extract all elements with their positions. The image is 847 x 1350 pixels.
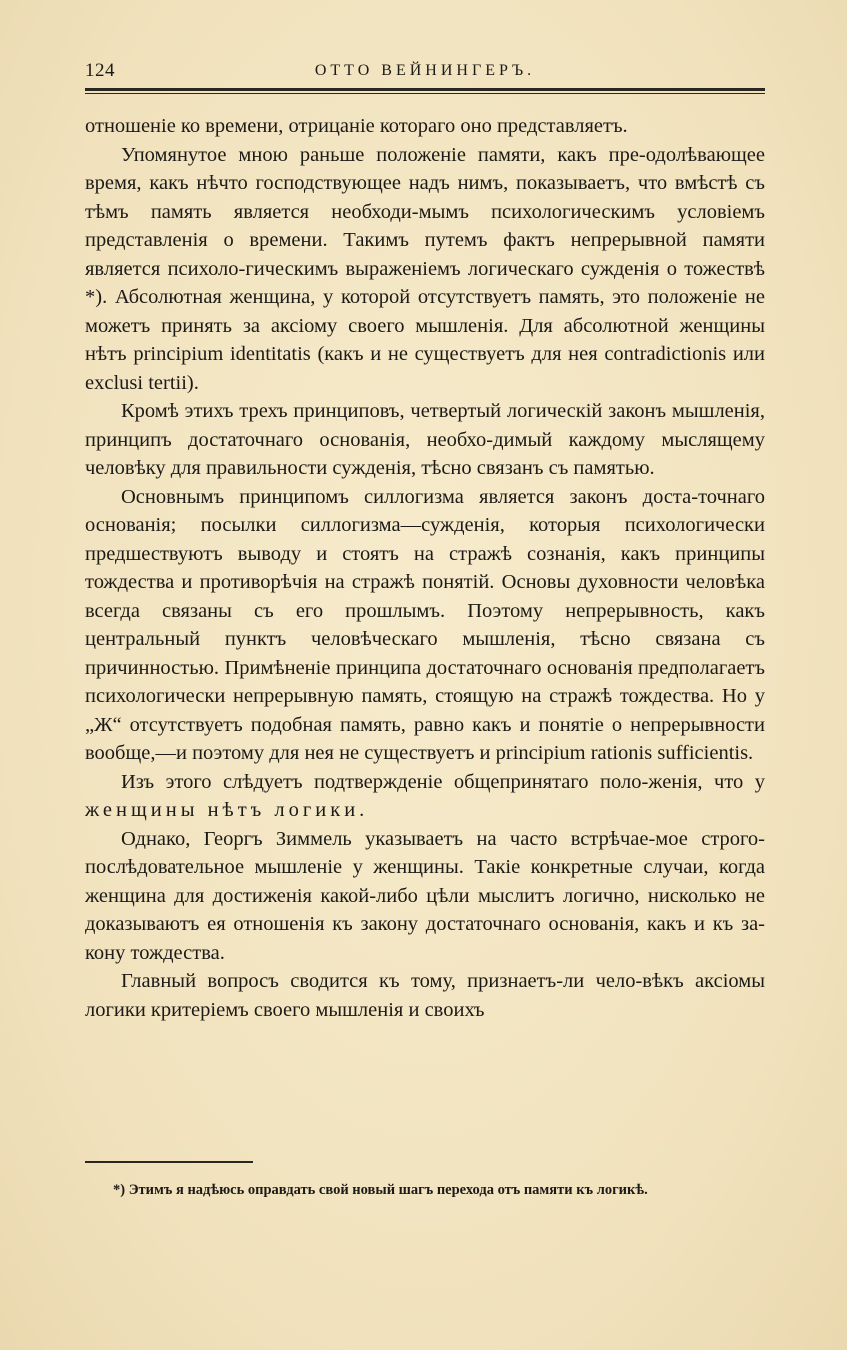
- paragraph-4: Основнымъ принципомъ силлогизма является законъ доста-точнаго основанія; посылки силлогизма—сужденія, которыя психологически предшествуютъ выводу и стоятъ на стражѣ сознанія, какъ принципы тождества и противорѣчія на стражѣ понятій. Основы духовности человѣка всегда связаны съ его прошлымъ. Поэтому непрерывность, какъ центральный пунктъ человѣческаго мышленія, тѣсно связана съ причинностью. Примѣненіе принципа достаточнаго основанія предполагаетъ психологически непрерывную память, стоящую на стражѣ тождества. Но у „Ж“ отсутствуетъ подобная память, равно какъ и понятіе о непрерывности вообще,—и поэтому для нея не существуетъ и principium rationis sufficientis.: [85, 485, 765, 764]
- paragraph-7: Главный вопросъ сводится къ тому, признаетъ-ли чело-вѣкъ аксіомы логики критеріемъ своего мышленія и своихъ: [85, 970, 765, 1021]
- header-rule-thick: [85, 88, 765, 91]
- paragraph-1: отношеніе ко времени, отрицаніе котораго оно представляетъ.: [85, 115, 628, 137]
- paragraph-6: Однако, Георгъ Зиммель указываетъ на часто встрѣчае-мое строго-послѣдовательное мышленіе у женщины. Такіе конкретные случаи, когда женщина для достиженія какой-либо цѣли мыслитъ логично, нисколько не доказываютъ ея отношенія къ закону достаточнаго основанія, какъ и къ за-кону тождества.: [85, 827, 765, 964]
- paragraph-5-end: .: [359, 799, 365, 821]
- paragraph-3: Кромѣ этихъ трехъ принциповъ, четвертый логическій законъ мышленія, принципъ достаточнаго основанія, необхо-димый каждому мыслящему человѣку для правильности сужденія, тѣсно связанъ съ памятью.: [85, 400, 765, 479]
- paragraph-5-start: Изъ этого слѣдуетъ подтвержденіе общепринятаго поло-женія, что у: [121, 770, 765, 793]
- page-number: 124: [85, 60, 115, 81]
- body-text: [85, 112, 765, 1024]
- paragraph-5-emphasis: женщины нѣтъ логики: [85, 799, 360, 821]
- header-rule-thin: [85, 93, 765, 94]
- paragraph-2: Упомянутое мною раньше положеніе памяти, какъ пре-одолѣвающее время, какъ нѣчто господствующее надъ нимъ, показываетъ, что вмѣстѣ съ тѣмъ память является необходи-мымъ психологическимъ условіемъ представленія о времени. Такимъ путемъ фактъ непрерывной памяти является психоло-гическимъ выраженіемъ логическаго сужденія о тожествѣ *). Абсолютная женщина, у которой отсутствуетъ память, это положеніе не можетъ принять за аксіому своего мышленія. Для абсолютной женщины нѣтъ principium identitatis (какъ и не существуетъ для нея contradictionis или exclusi tertii).: [85, 143, 765, 394]
- footnote-rule: [85, 1161, 253, 1163]
- page-header: [85, 58, 765, 88]
- paragraph-5: [85, 768, 765, 825]
- footnote: *) Этимъ я надѣюсь оправдать свой новый шагъ перехода отъ памяти къ логикѣ.: [113, 1182, 648, 1198]
- running-title: ОТТО ВЕЙНИНГЕРЪ.: [314, 62, 536, 79]
